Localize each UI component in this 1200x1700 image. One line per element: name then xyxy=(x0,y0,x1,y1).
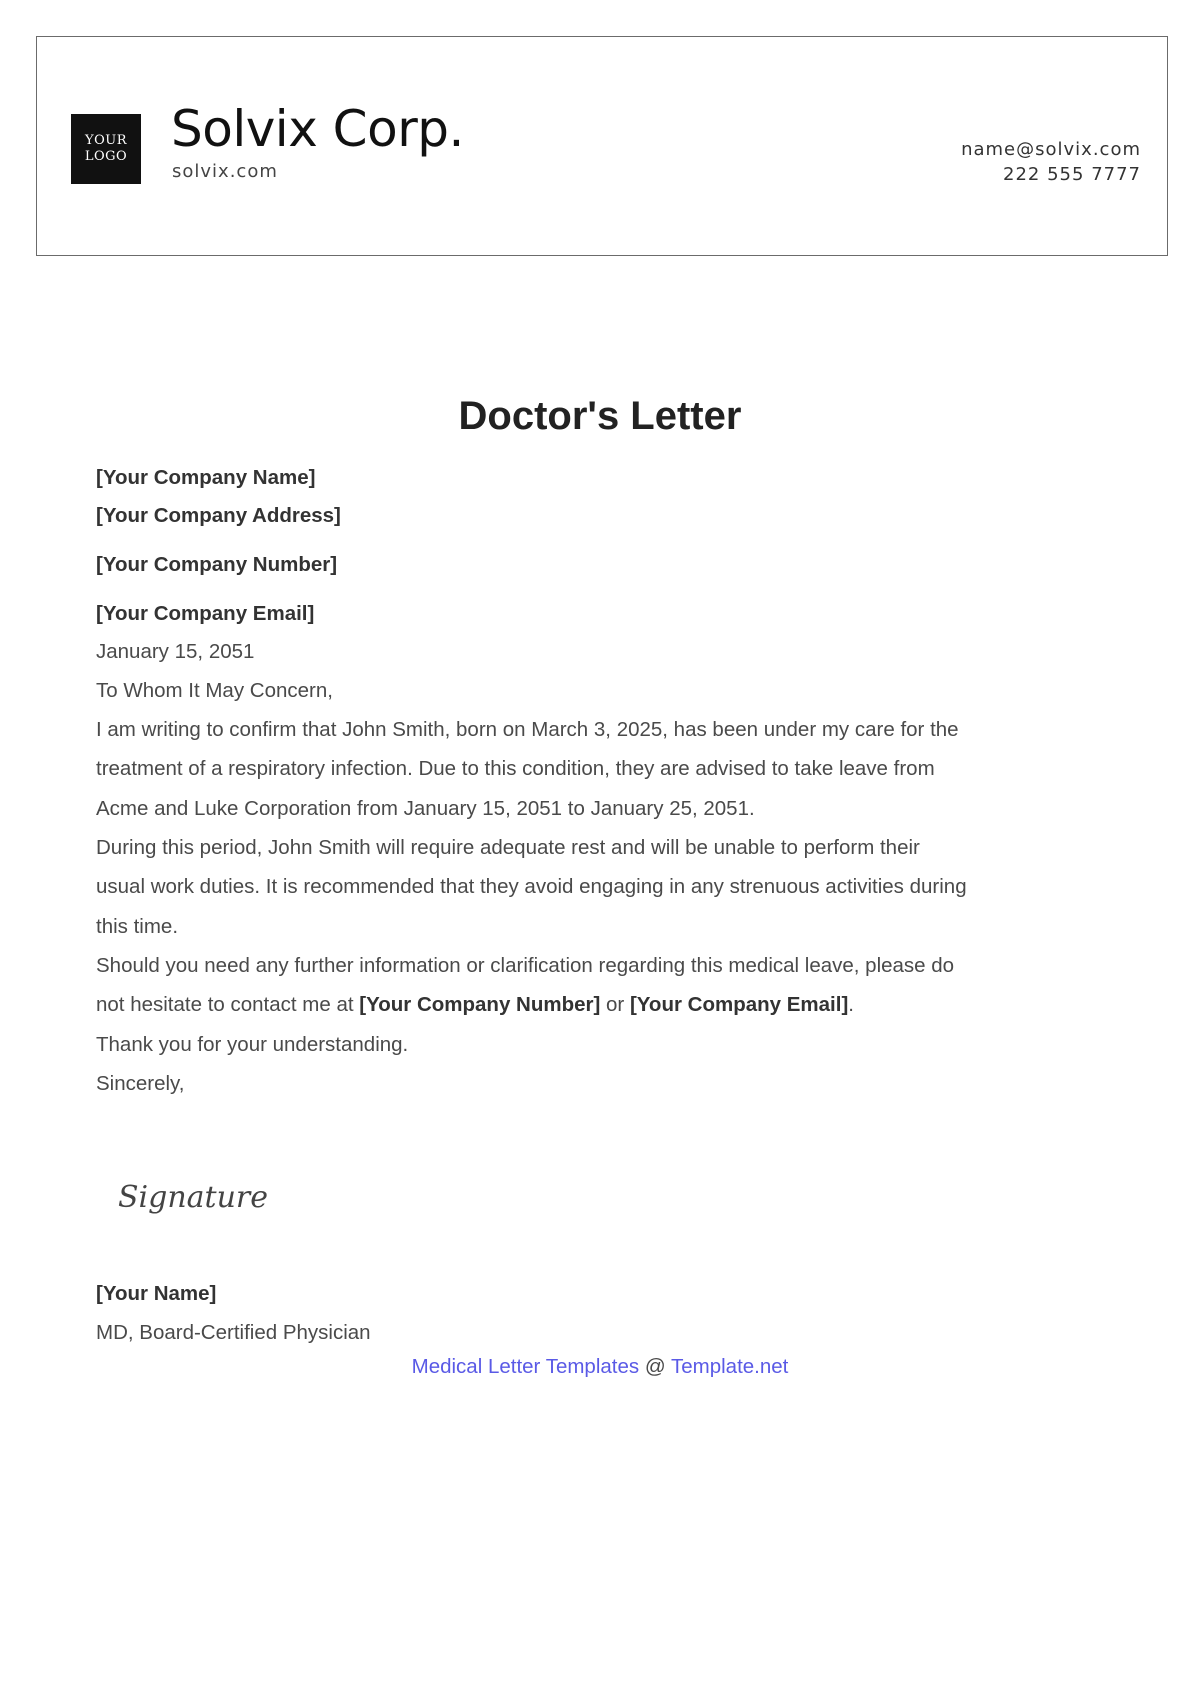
paragraph-3-text-e: . xyxy=(848,993,854,1016)
salutation: To Whom It May Concern, xyxy=(96,679,333,702)
letterhead xyxy=(36,36,1168,256)
paragraph-2-line-1: During this period, John Smith will require adequate rest and will be unable to perform their xyxy=(96,836,920,859)
letter-title: Doctor's Letter xyxy=(458,394,742,438)
inline-company-email: [Your Company Email] xyxy=(629,993,849,1016)
sender-company-email: [Your Company Email] xyxy=(96,602,315,625)
medical-letter-templates-link[interactable]: Medical Letter Templates xyxy=(411,1355,640,1378)
sender-company-number: [Your Company Number] xyxy=(96,553,338,576)
contact-email: name@solvix.com xyxy=(961,139,1141,160)
logo-text-line2: LOGO xyxy=(84,149,128,164)
company-website: solvix.com xyxy=(172,161,278,182)
paragraph-3-text-a: not hesitate to contact me at xyxy=(96,993,360,1016)
signer-name: [Your Name] xyxy=(96,1282,217,1305)
signature: Signature xyxy=(118,1180,269,1215)
closing-line: Sincerely, xyxy=(96,1072,185,1095)
contact-info xyxy=(961,137,1141,187)
sender-company-name: [Your Company Name] xyxy=(96,466,316,489)
paragraph-3-text-c: or xyxy=(600,993,630,1016)
template-net-link[interactable]: Template.net xyxy=(670,1355,789,1378)
contact-phone: 222 555 7777 xyxy=(1003,164,1141,185)
paragraph-3-line-2 xyxy=(96,991,854,1019)
company-name: Solvix Corp. xyxy=(171,100,464,158)
logo-text-line1: YOUR xyxy=(85,133,127,148)
sender-company-address: [Your Company Address] xyxy=(96,504,341,527)
footer-attribution xyxy=(0,1353,1200,1381)
paragraph-2-line-3: this time. xyxy=(96,915,179,938)
footer-separator: @ xyxy=(639,1355,671,1378)
paragraph-3-line-1: Should you need any further information or clarification regarding this medical leave, please do xyxy=(96,954,955,977)
signer-credentials: MD, Board-Certified Physician xyxy=(96,1321,371,1344)
inline-company-number: [Your Company Number] xyxy=(359,993,601,1016)
paragraph-1-line-3: Acme and Luke Corporation from January 15, 2051 to January 25, 2051. xyxy=(96,797,755,820)
letter-date: January 15, 2051 xyxy=(96,640,255,663)
thanks-line: Thank you for your understanding. xyxy=(96,1033,409,1056)
paragraph-2-line-2: usual work duties. It is recommended that they avoid engaging in any strenuous activities during xyxy=(96,875,967,898)
paragraph-1-line-1: I am writing to confirm that John Smith, born on March 3, 2025, has been under my care for the xyxy=(96,718,959,741)
paragraph-1-line-2: treatment of a respiratory infection. Due to this condition, they are advised to take leave from xyxy=(96,757,935,780)
logo-placeholder xyxy=(71,114,141,184)
